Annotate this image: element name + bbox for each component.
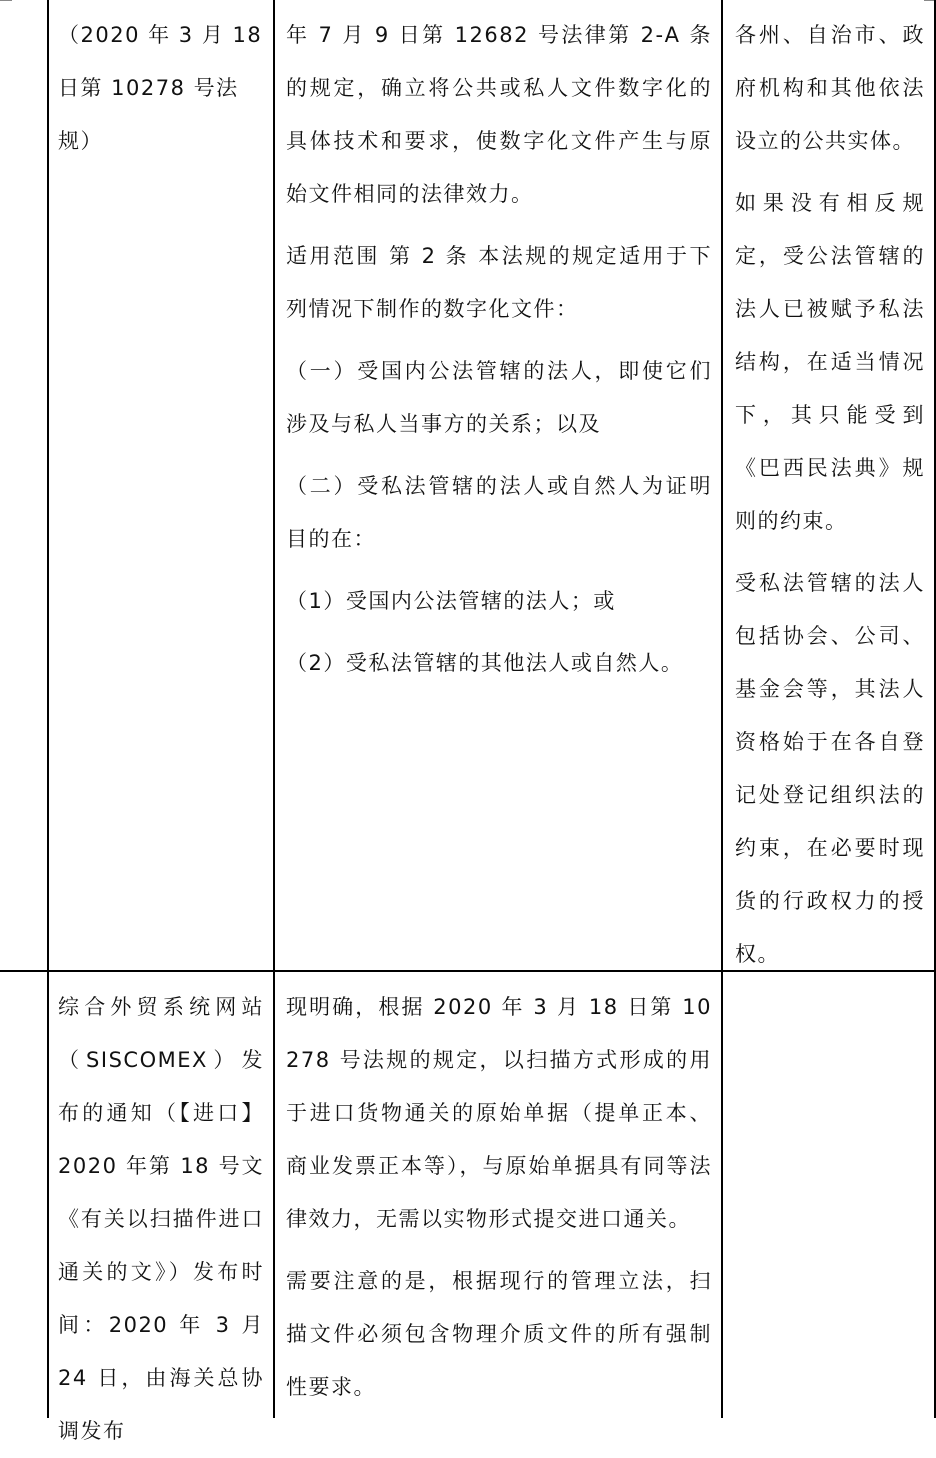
row2-col1-text: 综合外贸系统网站（SISCOMEX）发布的通知（【进口】2020 年第 18 号文《有关以扫描件进口通关的文》）发布时间：2020 年 3 月 24 日，由海关总协调发布: [58, 995, 264, 1443]
table-divider-2: [721, 0, 723, 1418]
row2-col2-cell: [286, 981, 712, 1414]
row1-col3-para-3: 受私法管辖的法人包括协会、公司、基金会等，其法人资格始于在各自登记处登记组织法的约束，在必要时现货的行政权力的授权。: [735, 571, 925, 966]
row1-col2-para-2: 适用范围 第 2 条 本法规的规定适用于下列情况下制作的数字化文件：: [286, 244, 712, 321]
table-border-left: [47, 0, 49, 1418]
row1-col2-para-3: （一）受国内公法管辖的法人，即使它们涉及与私人当事方的关系；以及: [286, 359, 712, 436]
crop-mark-left: [0, 0, 12, 1]
row1-col1-cell: [58, 9, 264, 168]
row1-col2-para-6: （2）受私法管辖的其他法人或自然人。: [286, 651, 684, 675]
row1-col3-para-2: 如果没有相反规定，受公法管辖的法人已被赋予私法结构，在适当情况下，其只能受到《巴西民法典》规则的约束。: [735, 191, 925, 533]
row1-col2-cell: [286, 9, 712, 690]
row1-col3-para-1: 各州、自治市、政府机构和其他依法设立的公共实体。: [735, 23, 925, 153]
row1-col2-para-1: 年 7 月 9 日第 12682 号法律第 2-A 条的规定，确立将公共或私人文件数字化的具体技术和要求，使数字化文件产生与原始文件相同的法律效力。: [286, 23, 712, 206]
row1-col1-text: （2020 年 3 月 18 日第 10278 号法规）: [58, 23, 263, 153]
row1-col2-para-4: （二）受私法管辖的法人或自然人为证明目的在：: [286, 474, 712, 551]
row2-col1-cell: [58, 981, 264, 1458]
row1-col2-para-5: （1）受国内公法管辖的法人；或: [286, 589, 616, 613]
table-divider-1: [273, 0, 275, 1418]
row2-col2-para-1: 现明确，根据 2020 年 3 月 18 日第 10278 号法规的规定，以扫描方式形成的用于进口货物通关的原始单据（提单正本、商业发票正本等），与原始单据具有同等法律效力，无需以实物形式提交进口通关。: [286, 995, 712, 1231]
row1-col3-cell: [735, 9, 925, 981]
row2-col2-para-2: 需要注意的是，根据现行的管理立法，扫描文件必须包含物理介质文件的所有强制性要求。: [286, 1269, 712, 1399]
